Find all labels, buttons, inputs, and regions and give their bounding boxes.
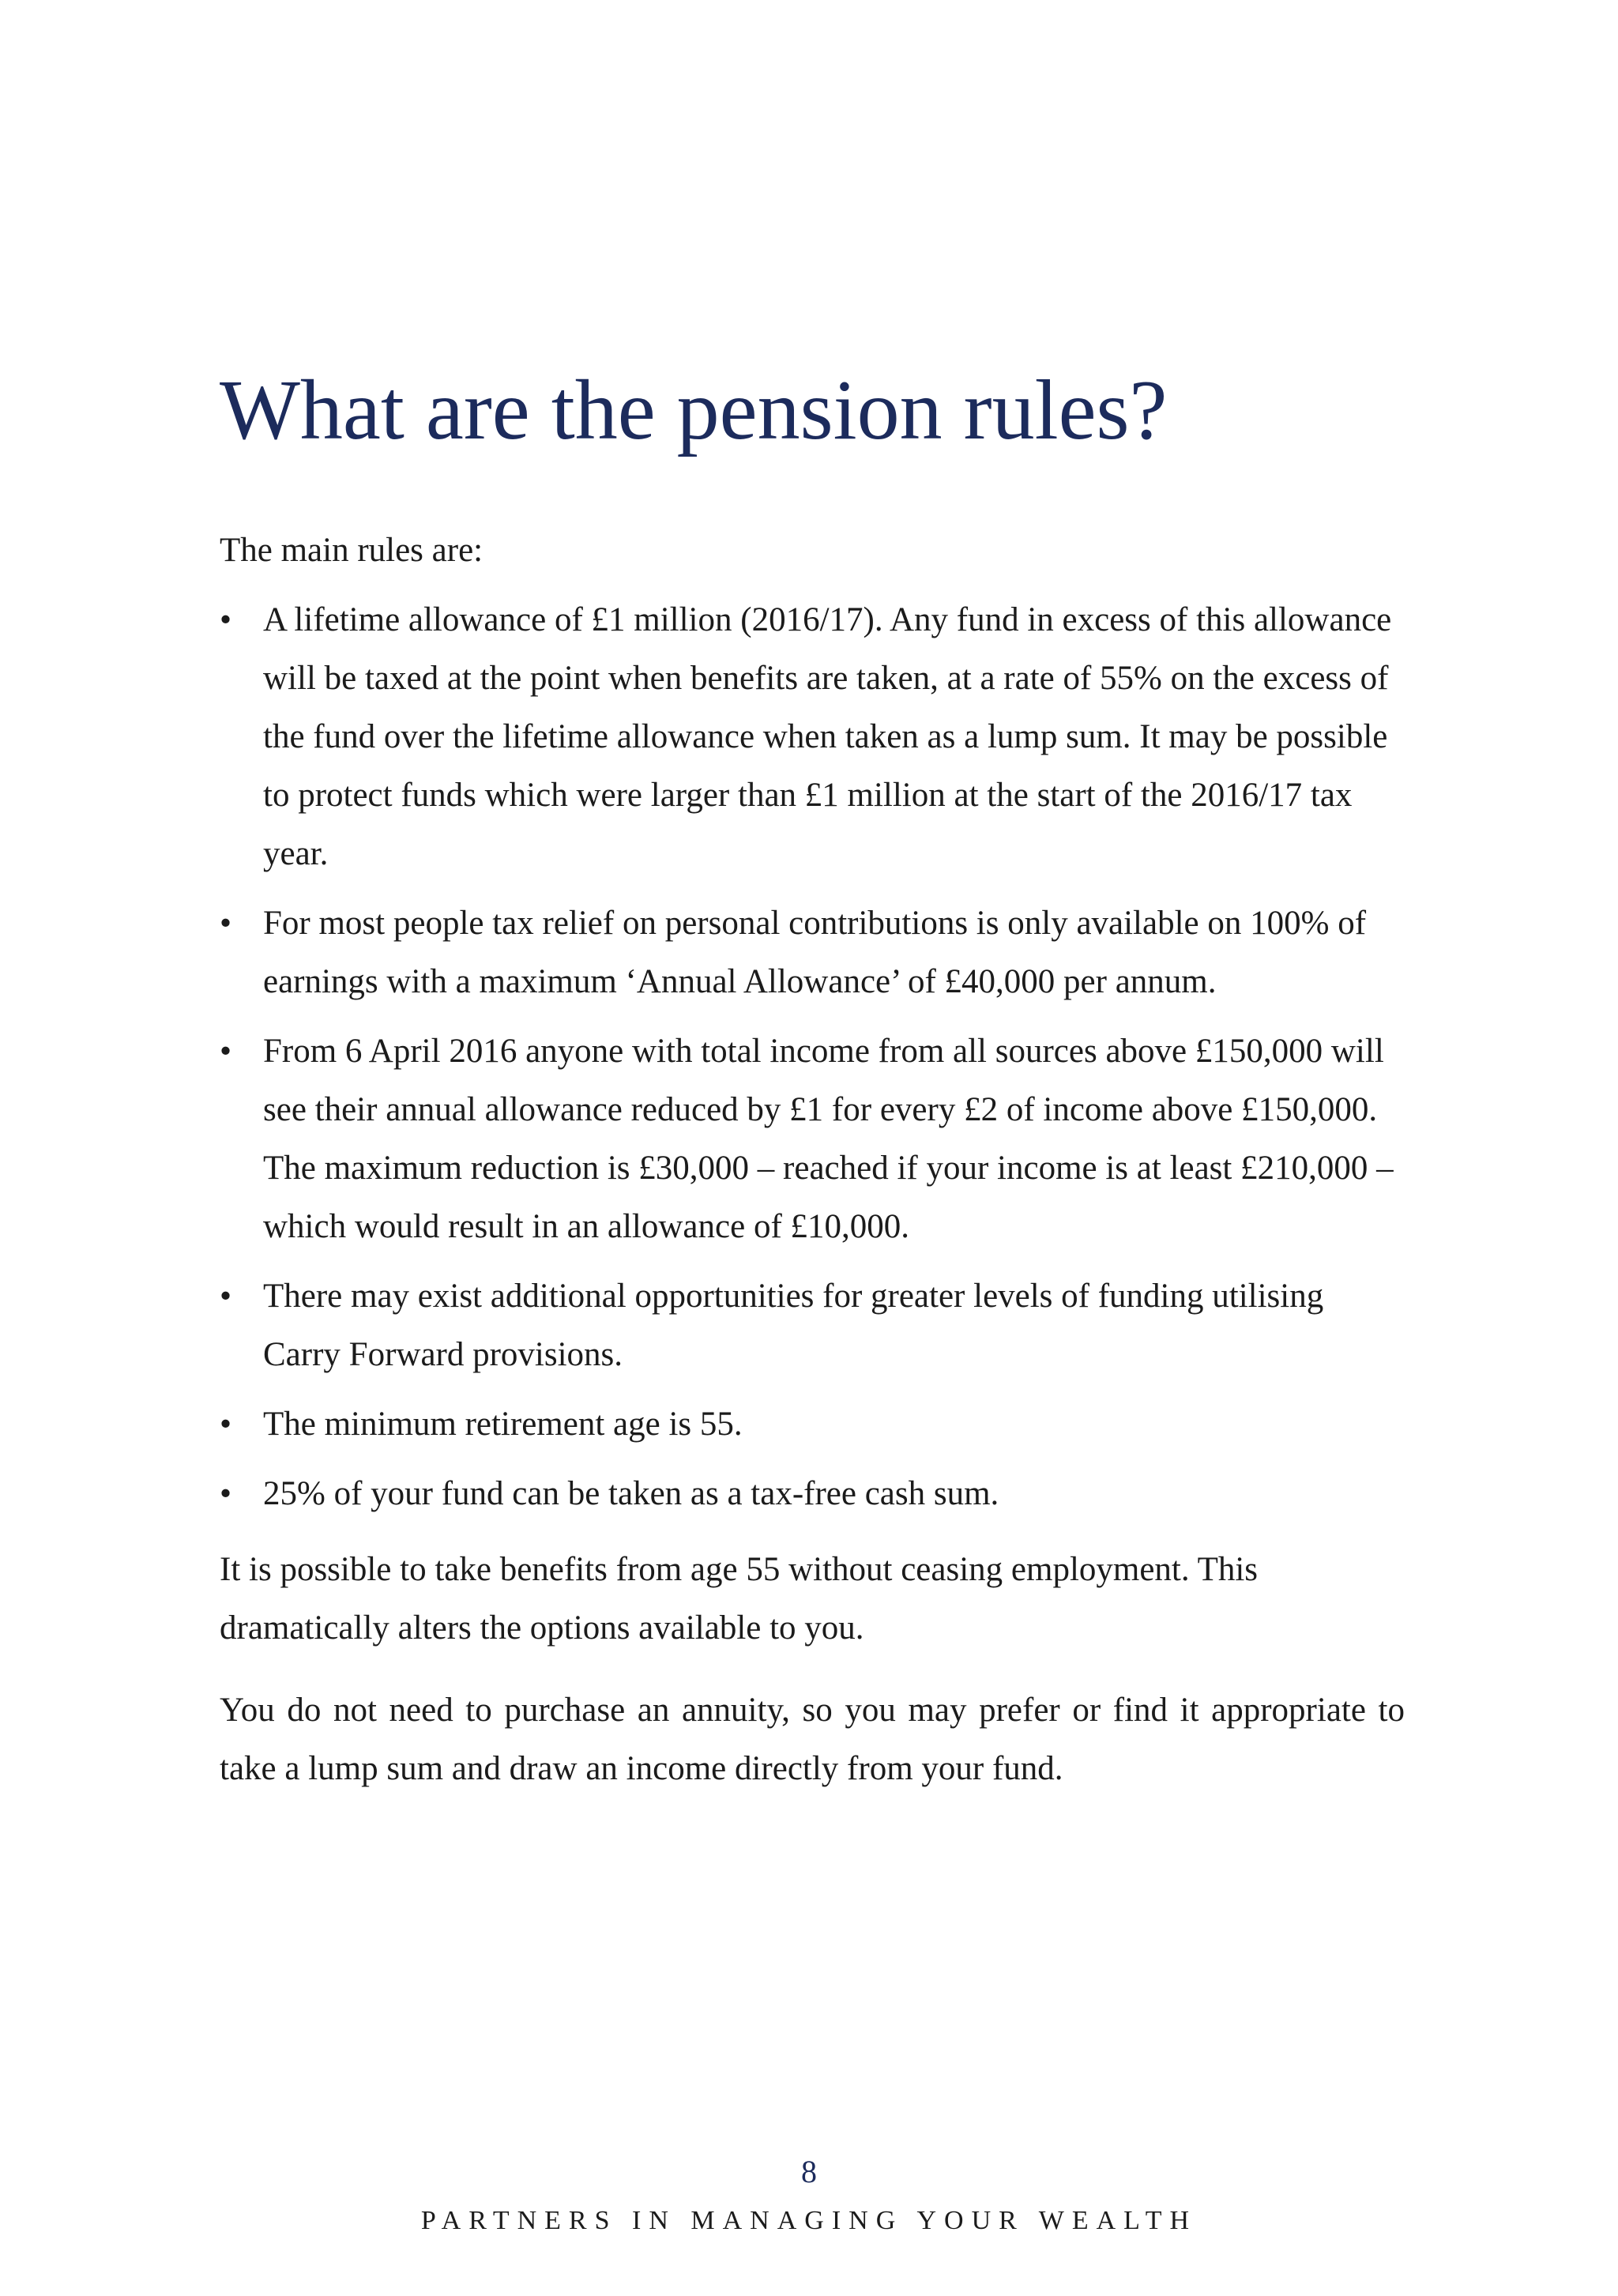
rule-item-annual-allowance [220,894,1405,1011]
footer-tagline: PARTNERS IN MANAGING YOUR WEALTH [420,2206,1198,2235]
rule-text: There may exist additional opportunities for greater levels of funding utilising Carry Forward provisions. [263,1278,1324,1373]
bullet-icon: • [220,905,232,942]
bullet-icon: • [220,601,232,638]
rule-item-lifetime-allowance [220,591,1405,883]
rules-list [220,591,1405,1523]
rule-text: 25% of your fund can be taken as a tax-free cash sum. [263,1475,999,1512]
rule-item-tax-free-cash [220,1465,1405,1523]
page-number: 8 [801,2154,817,2189]
main-content [220,521,1405,1798]
bullet-icon: • [220,1278,232,1315]
bullet-icon: • [220,1406,232,1443]
intro-text: The main rules are: [220,532,484,569]
rule-text: The minimum retirement age is 55. [263,1406,743,1443]
bullet-icon: • [220,1475,232,1512]
rule-text: For most people tax relief on personal contributions is only available on 100% of earnings with a maximum ‘Annual Allowance’ of £40,000 per annum. [263,905,1367,1000]
page-title: What are the pension rules? [220,363,1168,457]
paragraph-benefits: It is possible to take benefits from age 55 without ceasing employment. This dramatically alters the options available to you. [220,1551,1259,1647]
rule-item-carry-forward [220,1267,1405,1384]
rule-item-tapered-allowance [220,1022,1405,1256]
paragraph-annuity: You do not need to purchase an annuity, so you may prefer or find it appropriate to take a lump sum and draw an income directly from your fund. [220,1692,1405,1787]
rule-text: A lifetime allowance of £1 million (2016/17). Any fund in excess of this allowance will be taxed at the point when benefits are taken, at a rate of 55% on the excess of the fund over the lifetime allowance when taken as a lump sum. It may be possible to protect funds which were larger than £1 million at the start of the 2016/17 tax year. [263,601,1392,872]
rule-text: From 6 April 2016 anyone with total income from all sources above £150,000 will see their annual allowance reduced by £1 for every £2 of income above £150,000. The maximum reduction is £30,000 – reached if your income is at least £210,000 – which would result in an allowance of £10,000. [263,1033,1394,1245]
rule-item-retirement-age [220,1395,1405,1454]
bullet-icon: • [220,1033,232,1070]
